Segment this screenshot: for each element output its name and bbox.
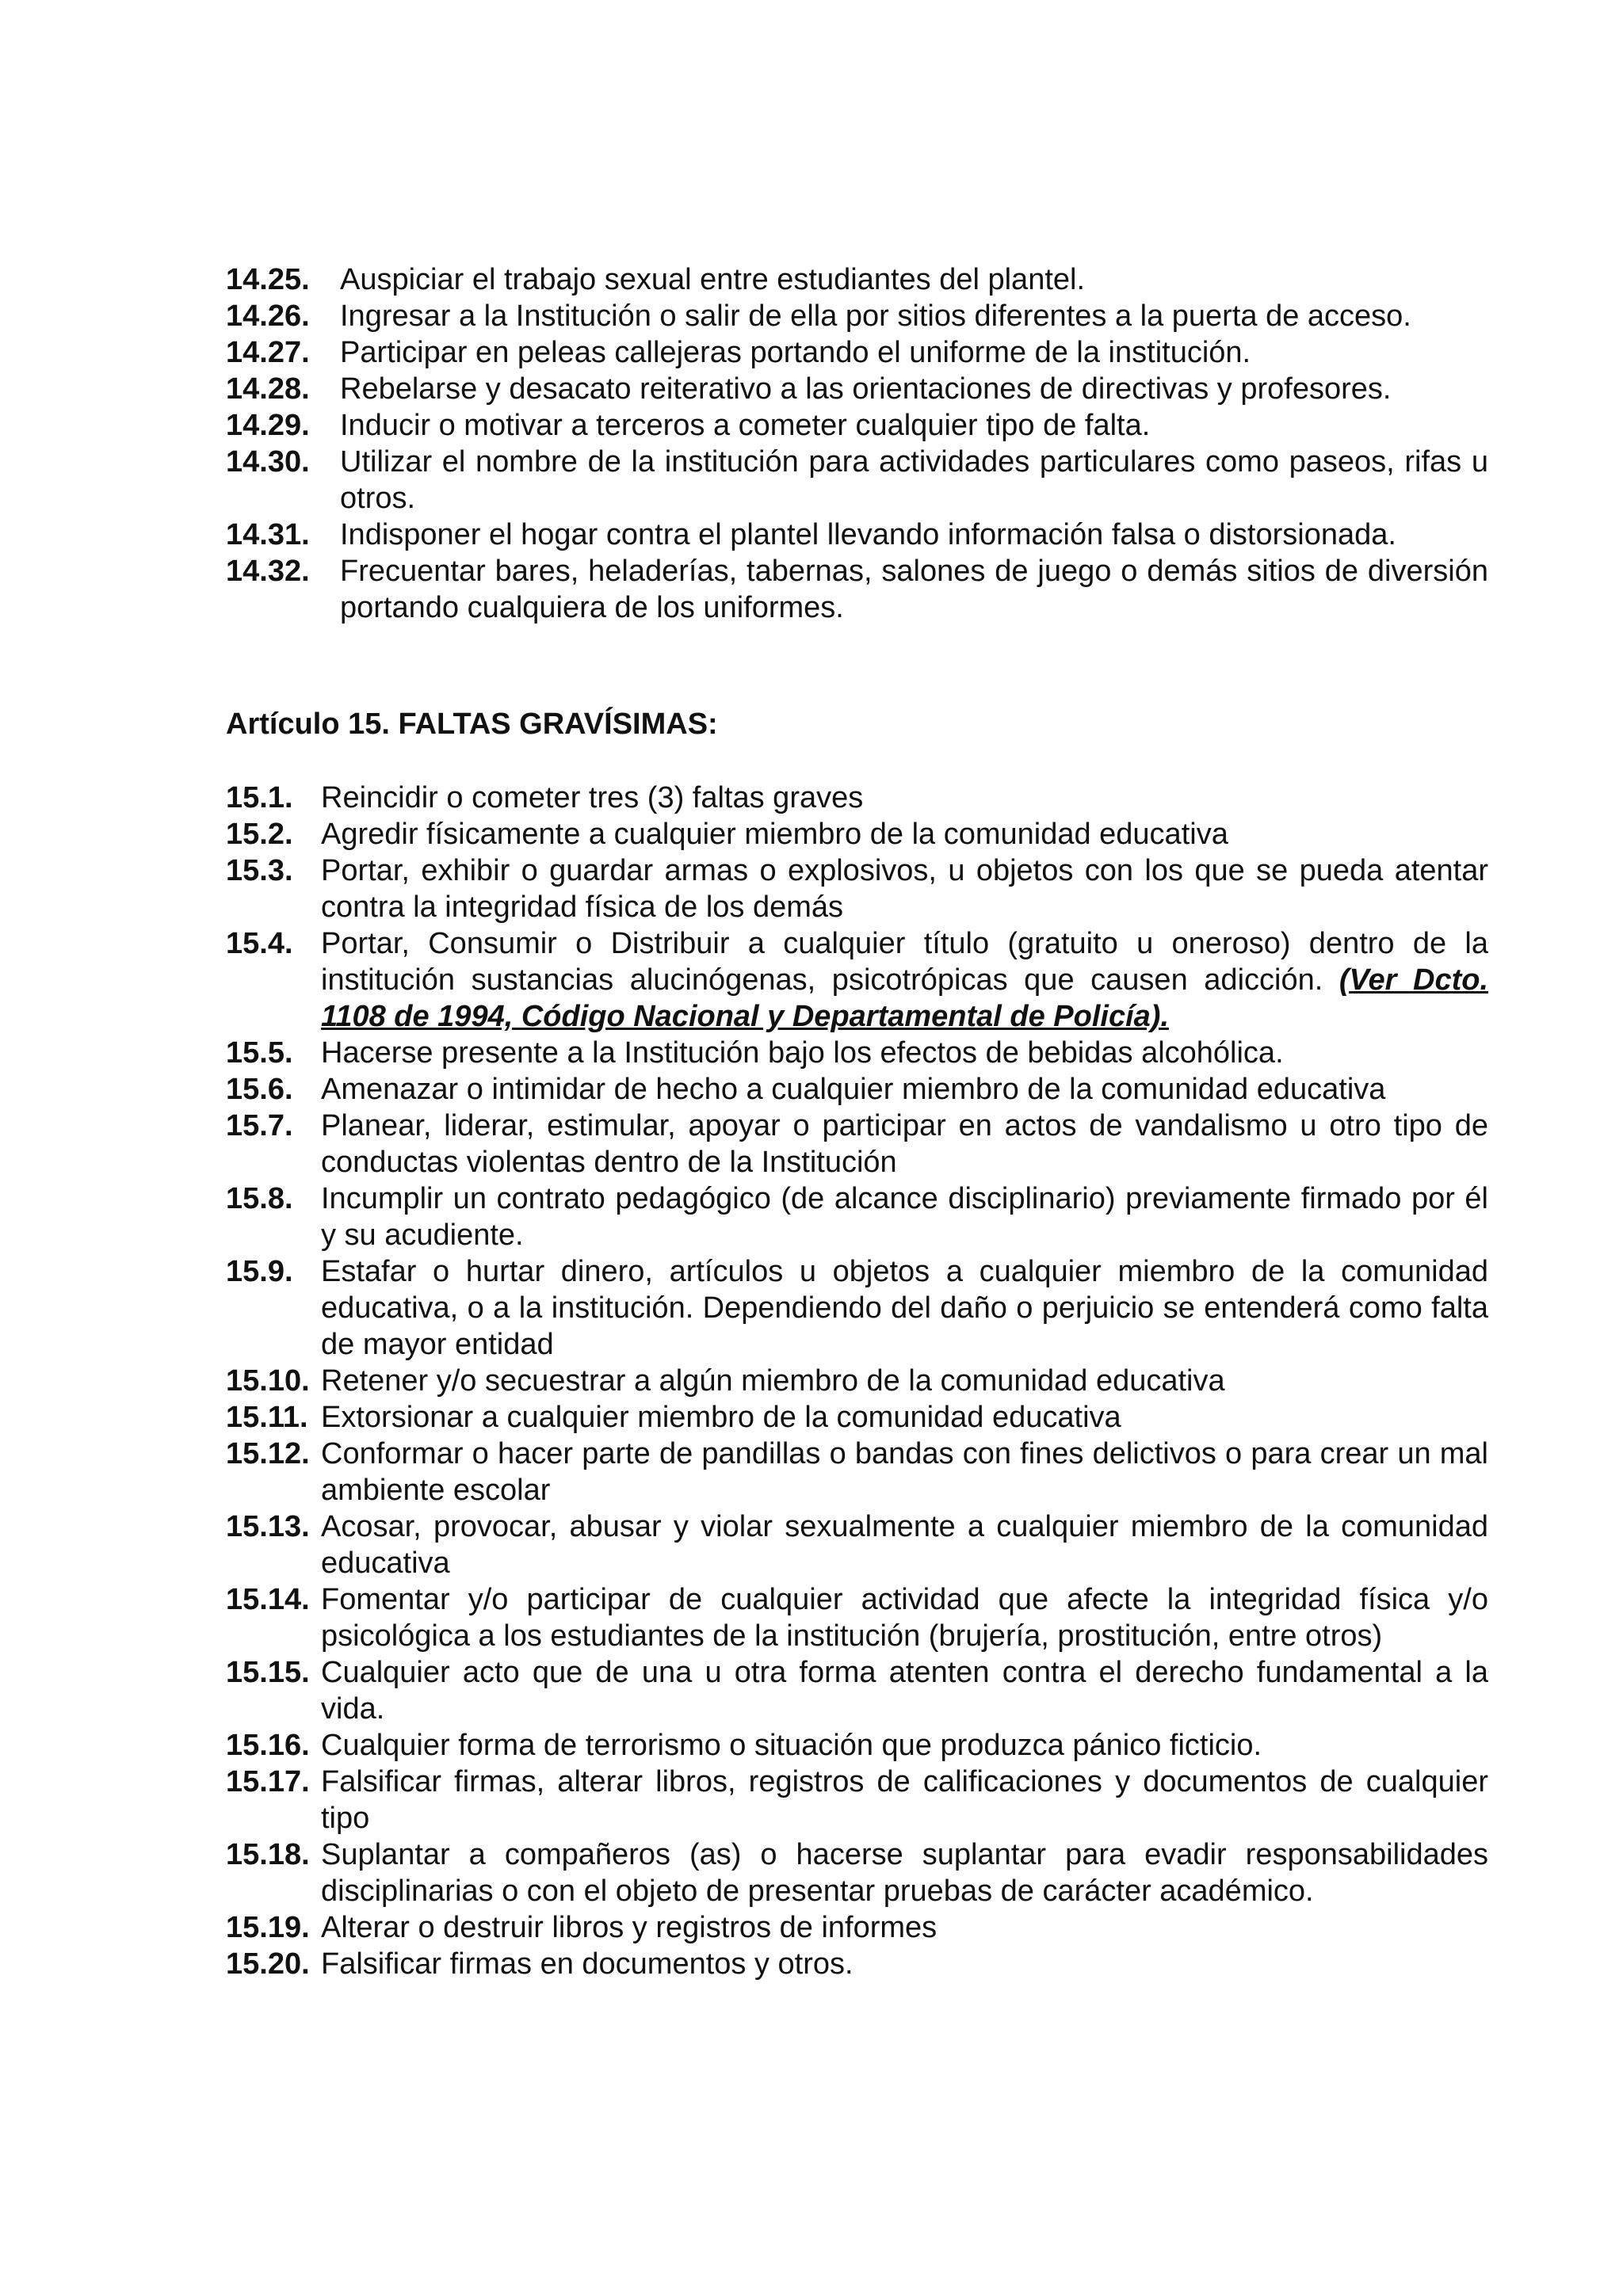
item-text: Extorsionar a cualquier miembro de la comunidad educativa xyxy=(321,1401,1121,1434)
list-item xyxy=(0,852,1623,925)
item-text: Planear, liderar, estimular, apoyar o participar en actos de vandalismo u otro tipo de conductas violentas dentro de la Institución xyxy=(321,1109,1488,1179)
list-item xyxy=(0,780,1623,816)
item-number: 15.10. xyxy=(226,1364,310,1398)
decree-reference: (Ver Dcto. 1108 de 1994, Código Nacional y Departamental de Policía). xyxy=(321,963,1488,1033)
item-text: Conformar o hacer parte de pandillas o bandas con fines delictivos o para crear un mal ambiente escolar xyxy=(321,1437,1488,1507)
item-number: 15.14. xyxy=(226,1583,310,1616)
item-number: 15.8. xyxy=(226,1182,293,1215)
item-text: Acosar, provocar, abusar y violar sexualmente a cualquier miembro de la comunidad educativa xyxy=(321,1510,1488,1580)
item-text: Cualquier forma de terrorismo o situación que produzca pánico ficticio. xyxy=(321,1729,1262,1762)
item-number: 14.29. xyxy=(226,409,310,442)
article-15-list xyxy=(0,780,1623,1982)
item-number: 15.4. xyxy=(226,927,293,960)
list-item xyxy=(0,1764,1623,1836)
item-text: Suplantar a compañeros (as) o hacerse suplantar para evadir responsabilidades disciplinarias o con el objeto de presentar pruebas de carácter académico. xyxy=(321,1838,1488,1908)
item-text: Indisponer el hogar contra el plantel llevando información falsa o distorsionada. xyxy=(340,518,1396,551)
item-text: Participar en peleas callejeras portando el uniforme de la institución. xyxy=(340,336,1251,369)
item-number: 15.13. xyxy=(226,1510,310,1543)
item-text: Auspiciar el trabajo sexual entre estudiantes del plantel. xyxy=(340,263,1086,296)
item-number: 15.6. xyxy=(226,1073,293,1106)
list-item xyxy=(0,1727,1623,1764)
item-number: 15.3. xyxy=(226,854,293,887)
list-item xyxy=(0,1108,1623,1180)
item-number: 15.12. xyxy=(226,1437,310,1470)
list-item xyxy=(0,816,1623,852)
list-item xyxy=(0,1180,1623,1253)
item-text: Hacerse presente a la Institución bajo los efectos de bebidas alcohólica. xyxy=(321,1036,1284,1070)
list-item xyxy=(0,1836,1623,1909)
list-item xyxy=(0,334,1623,371)
item-text: Falsificar firmas, alterar libros, registros de calificaciones y documentos de cualquier tipo xyxy=(321,1765,1488,1835)
item-number: 15.15. xyxy=(226,1656,310,1689)
list-item xyxy=(0,1071,1623,1108)
item-text: Frecuentar bares, heladerías, tabernas, salones de juego o demás sitios de diversión portando cualquiera de los uniformes. xyxy=(340,555,1488,624)
item-number: 14.31. xyxy=(226,518,310,551)
item-text: Retener y/o secuestrar a algún miembro de la comunidad educativa xyxy=(321,1364,1225,1398)
item-number: 15.5. xyxy=(226,1036,293,1070)
list-item xyxy=(0,517,1623,553)
item-text: Fomentar y/o participar de cualquier actividad que afecte la integridad física y/o psicológica a los estudiantes de la institución (brujería, prostitución, entre otros) xyxy=(321,1583,1488,1653)
list-item xyxy=(0,553,1623,626)
list-item xyxy=(0,1581,1623,1654)
list-item xyxy=(0,444,1623,517)
item-text: Incumplir un contrato pedagógico (de alcance disciplinario) previamente firmado por él y su acudiente. xyxy=(321,1182,1488,1252)
list-item xyxy=(0,1035,1623,1071)
item-text: Falsificar firmas en documentos y otros. xyxy=(321,1947,854,1981)
item-number: 15.7. xyxy=(226,1109,293,1142)
list-item xyxy=(0,1253,1623,1363)
item-text: Amenazar o intimidar de hecho a cualquier miembro de la comunidad educativa xyxy=(321,1073,1386,1106)
item-number: 15.16. xyxy=(226,1729,310,1762)
item-text: Agredir físicamente a cualquier miembro de la comunidad educativa xyxy=(321,818,1228,851)
item-number: 14.32. xyxy=(226,555,310,588)
list-item xyxy=(0,1654,1623,1727)
list-item xyxy=(0,407,1623,444)
item-number: 14.27. xyxy=(226,336,310,369)
item-number: 15.17. xyxy=(226,1765,310,1798)
item-text: Portar, exhibir o guardar armas o explosivos, u objetos con los que se pueda atentar contra la integridad física de los demás xyxy=(321,854,1488,924)
list-item xyxy=(0,1946,1623,1982)
item-text: Estafar o hurtar dinero, artículos u objetos a cualquier miembro de la comunidad educativa, o a la institución. Dependiendo del daño o perjuicio se entenderá como falta de mayor entidad xyxy=(321,1255,1488,1361)
list-item xyxy=(0,1399,1623,1436)
item-number: 15.2. xyxy=(226,818,293,851)
list-item xyxy=(0,371,1623,407)
item-text: Reincidir o cometer tres (3) faltas graves xyxy=(321,781,864,814)
item-number: 15.20. xyxy=(226,1947,310,1981)
item-number: 14.26. xyxy=(226,299,310,333)
section-14-list xyxy=(0,261,1623,626)
item-number: 15.9. xyxy=(226,1255,293,1288)
list-item xyxy=(0,1909,1623,1946)
item-number: 14.30. xyxy=(226,445,310,479)
article-15-heading: Artículo 15. FALTAS GRAVÍSIMAS: xyxy=(226,707,718,741)
item-number: 14.25. xyxy=(226,263,310,296)
item-number: 15.1. xyxy=(226,781,293,814)
item-number: 15.18. xyxy=(226,1838,310,1871)
item-number: 15.11. xyxy=(226,1401,308,1434)
item-text: Ingresar a la Institución o salir de ella por sitios diferentes a la puerta de acceso. xyxy=(340,299,1411,333)
item-text: Cualquier acto que de una u otra forma atenten contra el derecho fundamental a la vida. xyxy=(321,1656,1488,1726)
item-number: 14.28. xyxy=(226,372,310,406)
list-item xyxy=(0,1436,1623,1508)
item-text: Utilizar el nombre de la institución para actividades particulares como paseos, rifas u otros. xyxy=(340,445,1488,515)
item-number: 15.19. xyxy=(226,1911,310,1944)
list-item xyxy=(0,261,1623,298)
item-text: Inducir o motivar a terceros a cometer cualquier tipo de falta. xyxy=(340,409,1151,442)
item-text-with-reference xyxy=(321,925,1488,1035)
item-text: Rebelarse y desacato reiterativo a las orientaciones de directivas y profesores. xyxy=(340,372,1392,406)
list-item xyxy=(0,925,1623,1035)
item-text: Alterar o destruir libros y registros de informes xyxy=(321,1911,938,1944)
item-text: Portar, Consumir o Distribuir a cualquier título (gratuito u oneroso) dentro de la institución sustancias alucinógenas, psicotrópicas que causen adicción. xyxy=(321,927,1488,997)
list-item xyxy=(0,298,1623,334)
list-item xyxy=(0,1363,1623,1399)
list-item xyxy=(0,1508,1623,1581)
